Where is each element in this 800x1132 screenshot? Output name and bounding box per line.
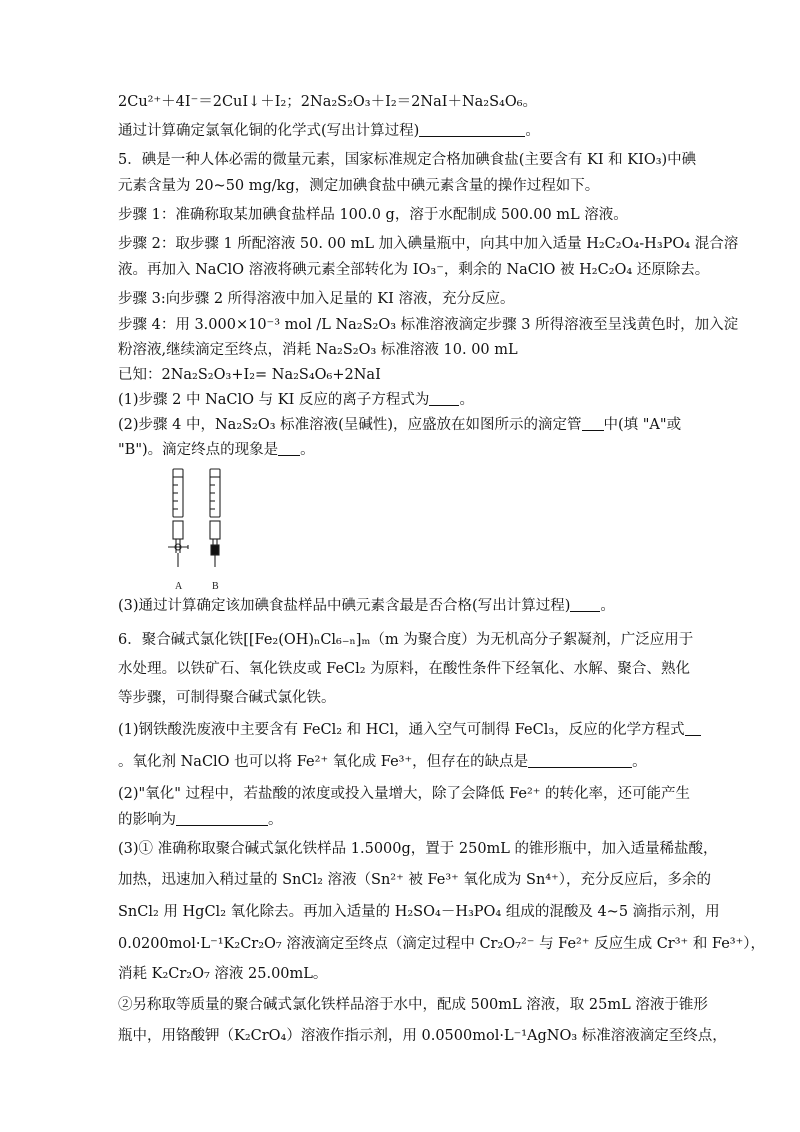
question-6-line bbox=[118, 630, 694, 650]
answer-blank bbox=[582, 416, 604, 431]
question-5-line: 液。再加入 NaClO 溶液将碘元素全部转化为 IO₃⁻，剩余的 NaClO 被 H₂C₂O₄ 还原除去。 bbox=[118, 262, 710, 278]
line-text: (3)通过计算确定该加碘食盐样品中碘元素含最是否合格(写出计算过程) bbox=[118, 598, 571, 614]
question-5-line: 5．碘是一种人体必需的微量元素，国家标准规定合格加碘食盐(主要含有 KI 和 KIO₃)中碘 bbox=[118, 152, 697, 168]
question-5-line: 步骤 2：取步骤 1 所配溶液 50. 00 mL 加入碘量瓶中，向其中加入适量 H₂C₂O₄-H₃PO₄ 混合溶 bbox=[118, 236, 739, 252]
answer-blank bbox=[419, 122, 525, 137]
question-5-line bbox=[118, 415, 690, 435]
question-5-line: 步骤 1：准确称取某加碘食盐样品 100.0 g，溶于水配制成 500.00 mL 溶液。 bbox=[118, 207, 628, 223]
question-6-line: (3)① 准确称取聚合碱式氯化铁样品 1.5000g，置于 250mL 的锥形瓶中，加入适量稀盐酸， bbox=[118, 841, 718, 857]
line-text: 6．聚合碱式氯化铁[ bbox=[118, 632, 249, 648]
question-6-line: 等步骤，可制得聚合碱式氯化铁。 bbox=[118, 690, 336, 706]
question-5-line: 已知：2Na₂S₂O₃+I₂= Na₂S₄O₆+2NaI bbox=[118, 367, 381, 383]
answer-blank bbox=[570, 597, 600, 612]
line-text: 。 bbox=[600, 598, 615, 614]
question-6-line bbox=[118, 720, 690, 740]
line-text: 。 bbox=[632, 754, 647, 770]
burette-figure bbox=[160, 465, 250, 595]
line-text: 的影响为 bbox=[118, 812, 176, 828]
burette-b bbox=[210, 469, 220, 567]
question-6-line: 瓶中，用铬酸钾（K₂CrO₄）溶液作指示剂，用 0.0500mol·L⁻¹AgNO₃ 标准溶液滴定至终点， bbox=[118, 1028, 727, 1044]
line-text: 。 bbox=[459, 392, 474, 408]
answer-blank bbox=[176, 811, 268, 826]
figure-label-b: B bbox=[212, 581, 219, 592]
question-6-line: ②另称取等质量的聚合碱式氯化铁样品溶于水中，配成 500mL 溶液，取 25mL 溶液于锥形 bbox=[118, 997, 708, 1013]
answer-blank bbox=[528, 753, 632, 768]
question-5-line: 步骤 4：用 3.000×10⁻³ mol /L Na₂S₂O₃ 标准溶液滴定步骤 3 所得溶液至呈浅黄色时，加入淀 bbox=[118, 317, 739, 333]
text-line bbox=[118, 121, 690, 141]
polymer-formula: [Fe₂(OH)ₙCl₆₋ₙ]ₘ bbox=[248, 632, 371, 648]
question-6-line: 加热，迅速加入稍过量的 SnCl₂ 溶液（Sn²⁺ 被 Fe³⁺ 氧化成为 Sn⁴⁺），充分反应后，多余的 bbox=[118, 872, 712, 888]
line-text: (1)步骤 2 中 NaClO 与 KI 反应的离子方程式为 bbox=[118, 392, 430, 408]
question-6-line: SnCl₂ 用 HgCl₂ 氧化除去。再加入适量的 H₂SO₄－H₃PO₄ 组成的混酸及 4~5 滴指示剂，用 bbox=[118, 904, 720, 920]
burette-a bbox=[168, 469, 188, 567]
question-6-line bbox=[118, 810, 690, 830]
question-6-line: 消耗 K₂Cr₂O₇ 溶液 25.00mL。 bbox=[118, 966, 328, 982]
line-text: (2)步骤 4 中，Na₂S₂O₃ 标准溶液(呈碱性)，应盛放在如图所示的滴定管 bbox=[118, 417, 582, 433]
answer-blank bbox=[278, 441, 300, 456]
line-text: 通过计算确定氯氧化铜的化学式(写出计算过程) bbox=[118, 123, 420, 139]
question-5-line: 步骤 3:向步骤 2 所得溶液中加入足量的 KI 溶液，充分反应。 bbox=[118, 291, 515, 307]
line-text: 。 bbox=[268, 812, 283, 828]
answer-blank bbox=[685, 721, 701, 736]
question-5-line: 元素含量为 20~50 mg/kg，测定加碘食盐中碘元素含量的操作过程如下。 bbox=[118, 178, 600, 194]
line-text: 。 bbox=[300, 442, 315, 458]
line-text: 中(填 "A"或 bbox=[603, 417, 682, 433]
question-5-line bbox=[118, 390, 690, 410]
question-6-line bbox=[118, 752, 690, 772]
question-6-line: 0.0200mol·L⁻¹K₂Cr₂O₇ 溶液滴定至终点（滴定过程中 Cr₂O₇²⁻ 与 Fe²⁺ 反应生成 Cr³⁺ 和 Fe³⁺）， bbox=[118, 936, 765, 952]
question-5-line: 粉溶液,继续滴定至终点，消耗 Na₂S₂O₃ 标准溶液 10. 00 mL bbox=[118, 342, 518, 358]
question-5-line bbox=[118, 440, 690, 460]
line-text: 。 bbox=[525, 123, 540, 139]
question-6-line: (2)"氧化" 过程中，若盐酸的浓度或投入量增大，除了会降低 Fe²⁺ 的转化率，还可能产生 bbox=[118, 786, 691, 802]
line-text: (1)钢铁酸洗废液中主要含有 FeCl₂ 和 HCl，通入空气可制得 FeCl₃，反应的化学方程式 bbox=[118, 722, 685, 738]
line-text: 。氧化剂 NaClO 也可以将 Fe²⁺ 氧化成 Fe³⁺，但存在的缺点是 bbox=[118, 754, 529, 770]
line-text: （m 为聚合度）为无机高分子絮凝剂，广泛应用于 bbox=[370, 632, 694, 648]
text-line: 2Cu²⁺＋4I⁻＝2CuI↓＋I₂；2Na₂S₂O₃＋I₂＝2NaI＋Na₂S₄O₆。 bbox=[118, 94, 538, 110]
line-text: "B")。滴定终点的现象是 bbox=[118, 442, 279, 458]
figure-label-a: A bbox=[175, 581, 183, 592]
answer-blank bbox=[429, 391, 459, 406]
question-6-line: 水处理。以铁矿石、氧化铁皮或 FeCl₂ 为原料，在酸性条件下经氧化、水解、聚合、熟化 bbox=[118, 661, 690, 677]
question-5-line bbox=[118, 596, 690, 616]
